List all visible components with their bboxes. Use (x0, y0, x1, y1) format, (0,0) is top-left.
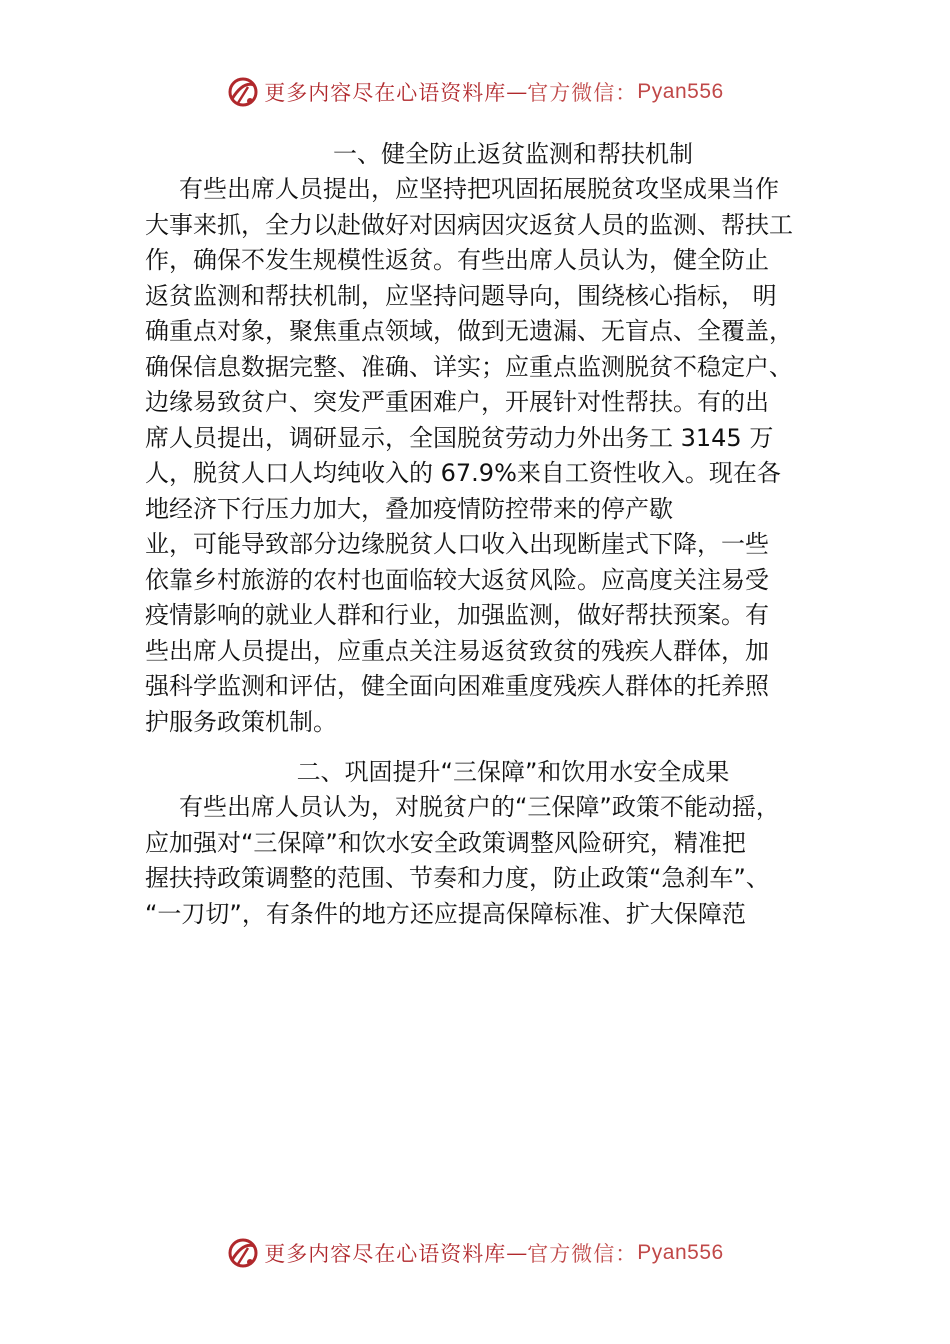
paragraph-line: 些出席人员提出，应重点关注易返贫致贫的残疾人群体，加 (145, 636, 769, 665)
brand-logo-icon (226, 1236, 260, 1270)
section-gap (145, 740, 821, 754)
section-2-heading: 二、巩固提升“三保障”和饮用水安全成果 (296, 758, 730, 786)
paragraph-line: 确重点对象，聚焦重点领域，做到无遗漏、无盲点、全覆盖， (145, 317, 793, 345)
paragraph-line: 作，确保不发生规模性返贫。有些出席人员认为，健全防止 (145, 246, 769, 274)
banner-wechat-id: Pyan556 (637, 80, 724, 103)
banner-main-text: 更多内容尽在心语资料库 (264, 81, 507, 105)
banner-separator: — (506, 1241, 528, 1265)
paragraph-line: 返贫监测和帮扶机制，应坚持问题导向，围绕核心指标， 明 (145, 281, 777, 310)
paragraph-line: 人，脱贫人口人均纯收入的 67.9%来自工资性收入。现在各 (145, 459, 781, 487)
footer-watermark-banner (0, 1233, 950, 1273)
paragraph-line: 疫情影响的就业人群和行业，加强监测，做好帮扶预案。有 (145, 601, 769, 629)
paragraph-line: 确保信息数据完整、准确、详实；应重点监测脱贫不稳定户、 (145, 352, 793, 381)
paragraph-line: 应加强对“三保障”和饮水安全政策调整风险研究，精准把 (145, 828, 746, 857)
paragraph-line: 业，可能导致部分边缘脱贫人口收入出现断崖式下降，一些 (145, 530, 769, 558)
paragraph-line: 席人员提出，调研显示，全国脱贫劳动力外出务工 3145 万 (145, 423, 774, 452)
document-body (145, 136, 821, 932)
banner-separator: — (506, 80, 528, 104)
section-1-heading: 一、健全防止返贫监测和帮扶机制 (333, 140, 693, 168)
paragraph-line: 依靠乡村旅游的农村也面临较大返贫风险。应高度关注易受 (145, 565, 769, 594)
paragraph-line: 大事来抓，全力以赴做好对因病因灾返贫人员的监测、帮扶工 (145, 210, 793, 239)
paragraph-line: 护服务政策机制。 (145, 707, 337, 736)
paragraph-line: 边缘易致贫户、突发严重困难户，开展针对性帮扶。有的出 (145, 388, 769, 416)
paragraph-line: “一刀切”，有条件的地方还应提高保障标准、扩大保障范 (145, 899, 746, 928)
banner-wechat-id: Pyan556 (637, 1241, 724, 1264)
paragraph-line: 有些出席人员提出，应坚持把巩固拓展脱贫攻坚成果当作 (179, 175, 779, 203)
paragraph-line: 握扶持政策调整的范围、节奏和力度，防止政策“急刹车”、 (145, 864, 770, 892)
banner-main-text: 更多内容尽在心语资料库 (264, 1242, 507, 1266)
paragraph-line: 强科学监测和评估，健全面向困难重度残疾人群体的托养照 (145, 672, 769, 700)
banner-wechat-label: 官方微信： (527, 81, 638, 105)
paragraph-line: 地经济下行压力加大，叠加疫情防控带来的停产歇 (145, 494, 673, 523)
header-watermark-banner (0, 72, 950, 112)
banner-wechat-label: 官方微信： (527, 1242, 638, 1266)
brand-logo-icon (226, 75, 260, 109)
paragraph-line: 有些出席人员认为，对脱贫户的“三保障”政策不能动摇， (179, 793, 780, 821)
